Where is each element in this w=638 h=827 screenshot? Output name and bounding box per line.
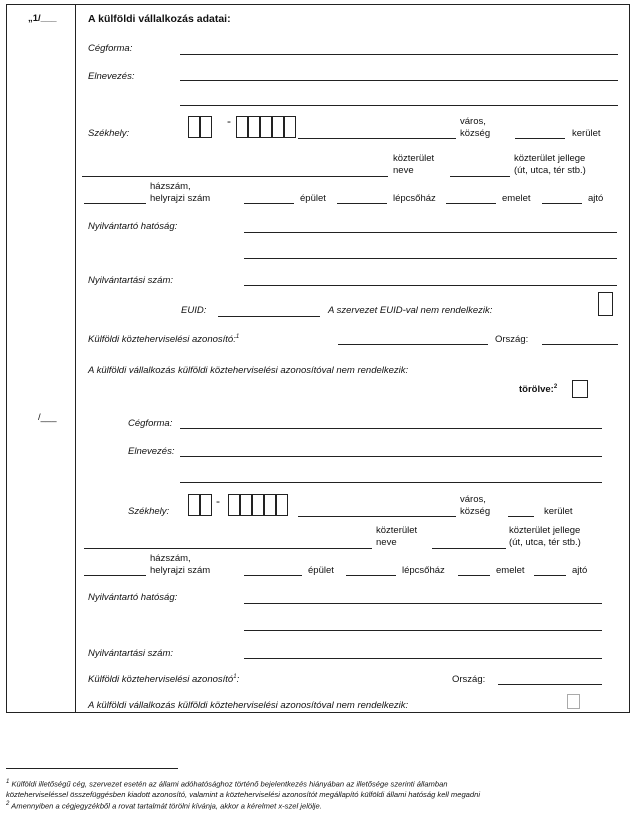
footnote-2 xyxy=(6,799,322,812)
elnevezes-field-2-line2[interactable] xyxy=(180,482,602,483)
postal-box-2[interactable] xyxy=(228,494,240,516)
kozterulet-neve-label-2: neve xyxy=(376,537,397,548)
kozterulet-jellege-field-2[interactable] xyxy=(432,548,506,549)
elnevezes-label-2: Elnevezés: xyxy=(128,446,175,457)
euid-label: EUID: xyxy=(181,305,207,316)
lepcsohaz-label-2: lépcsőház xyxy=(402,565,445,576)
euid-field[interactable] xyxy=(218,316,320,317)
kozseg-label-2: község xyxy=(460,506,491,517)
epulet-field[interactable] xyxy=(244,203,294,204)
torolve-label: törölve:$^2$ xyxy=(519,384,558,396)
no-azonosito-checkbox-2[interactable] xyxy=(567,694,580,709)
nyilvantarto-label: Nyilvántartó hatóság: xyxy=(88,221,178,232)
helyrajzi-label-2: helyrajzi szám xyxy=(150,565,211,576)
kozterulet-jellege-label-2: közterület jellege xyxy=(509,525,581,536)
no-azonosito-label-2: A külföldi vállalkozás külföldi közteherviselési azonosítóval nem rendelkezik: xyxy=(88,700,409,711)
kerulet-label-2: kerület xyxy=(544,506,573,517)
cegforma-field-2[interactable] xyxy=(180,428,602,429)
orszag-field[interactable] xyxy=(542,344,618,345)
epulet-label: épület xyxy=(300,193,326,204)
kerulet-label: kerület xyxy=(572,128,601,139)
footnote-ref-1b: 1 xyxy=(233,674,237,680)
postal-dash-2: - xyxy=(216,494,220,508)
emelet-field[interactable] xyxy=(446,203,496,204)
nyilvantartasi-szam-label-2: Nyilvántartási szám: xyxy=(88,648,173,659)
frame-column-divider xyxy=(75,4,76,713)
nyilvantarto-field-2-line2[interactable] xyxy=(244,630,602,631)
szekhely-label: Székhely: xyxy=(88,128,130,139)
kulfoldi-azonosito-label: Külföldi közteherviselési azonosító:$^1$ xyxy=(88,334,240,346)
kozterulet-label-2: közterület xyxy=(376,525,418,536)
postal-box-2[interactable] xyxy=(240,494,252,516)
footnote-ref-1: 1 xyxy=(235,334,240,340)
hazszam-field[interactable] xyxy=(84,203,146,204)
nyilvantarto-field-2[interactable] xyxy=(244,603,602,604)
footnote-ref-2: 2 xyxy=(553,384,558,390)
postal-box[interactable] xyxy=(260,116,272,138)
euid-none-label: A szervezet EUID-val nem rendelkezik: xyxy=(328,305,493,316)
emelet-field-2[interactable] xyxy=(458,575,490,576)
cegforma-label-2: Cégforma: xyxy=(128,418,173,429)
lepcsohaz-field[interactable] xyxy=(337,203,387,204)
lepcsohaz-field-2[interactable] xyxy=(346,575,396,576)
elnevezes-field-2[interactable] xyxy=(180,456,602,457)
row-number-2: /___ xyxy=(38,412,57,423)
frame-bottom-border xyxy=(6,712,629,713)
kozterulet-neve-field-2[interactable] xyxy=(84,548,372,549)
epulet-field-2[interactable] xyxy=(244,575,302,576)
szekhely-label-2: Székhely: xyxy=(128,506,170,517)
section-title: A külföldi vállalkozás adatai: xyxy=(88,13,231,25)
kozseg-label: község xyxy=(460,128,491,139)
postal-box[interactable] xyxy=(188,116,200,138)
kozterulet-label: közterület xyxy=(393,153,435,164)
hazszam-label: házszám, xyxy=(150,181,191,192)
varos-field-2[interactable] xyxy=(298,516,456,517)
cegforma-field[interactable] xyxy=(180,54,618,55)
ajto-label-2: ajtó xyxy=(572,565,588,576)
emelet-label-2: emelet xyxy=(496,565,525,576)
kerulet-field[interactable] xyxy=(515,138,565,139)
postal-box[interactable] xyxy=(248,116,260,138)
footnote-separator xyxy=(6,768,178,769)
varos-label: város, xyxy=(460,116,486,127)
orszag-label: Ország: xyxy=(495,334,529,345)
ajto-field[interactable] xyxy=(542,203,582,204)
hazszam-field-2[interactable] xyxy=(84,575,146,576)
ut-utca-label-2: (út, utca, tér stb.) xyxy=(509,537,581,548)
postal-box[interactable] xyxy=(200,116,212,138)
kozterulet-jellege-label: közterület jellege xyxy=(514,153,586,164)
postal-box-2[interactable] xyxy=(264,494,276,516)
ajto-label: ajtó xyxy=(588,193,604,204)
lepcsohaz-label: lépcsőház xyxy=(393,193,436,204)
helyrajzi-label: helyrajzi szám xyxy=(150,193,211,204)
frame-top-border xyxy=(6,4,629,5)
row-number-1: „1/___ xyxy=(28,13,57,24)
nyilvantartasi-szam-field-2[interactable] xyxy=(244,658,602,659)
postal-dash: - xyxy=(227,114,231,128)
footnote-1-text-a: Külföldi illetőségű cég, szervezet esetén az állami adóhatósághoz történő bejelentkezés hiányában az illetősége szerinti államban xyxy=(11,779,448,789)
nyilvantarto-field[interactable] xyxy=(244,232,617,233)
epulet-label-2: épület xyxy=(308,565,334,576)
varos-field[interactable] xyxy=(298,138,456,139)
frame-left-border xyxy=(6,4,7,713)
emelet-label: emelet xyxy=(502,193,531,204)
orszag-label-2: Ország: xyxy=(452,674,486,685)
kozterulet-neve-field[interactable] xyxy=(82,176,388,177)
hazszam-label-2: házszám, xyxy=(150,553,191,564)
footnote-2-marker: 2 xyxy=(6,801,10,807)
ajto-field-2[interactable] xyxy=(534,575,566,576)
varos-label-2: város, xyxy=(460,494,486,505)
frame-right-border xyxy=(629,4,630,713)
footnote-1-text-b: közteherviseléssel összefüggésben kiadott azonosító, valamint a közteherviselési azonosítót megállapító külföldi állami hatóság kell megadni xyxy=(6,789,481,799)
postal-box[interactable] xyxy=(236,116,248,138)
postal-box[interactable] xyxy=(284,116,296,138)
cegforma-label: Cégforma: xyxy=(88,43,133,54)
postal-box-2[interactable] xyxy=(200,494,212,516)
kulfoldi-azonosito-label-2: Külföldi közteherviselési azonosító$^1$: xyxy=(88,674,240,686)
postal-box[interactable] xyxy=(272,116,284,138)
footnote-2-text: Amennyiben a cégjegyzékből a rovat tartalmát törölni kívánja, akkor a kérelmet x-szel jelölje. xyxy=(11,801,322,811)
postal-box-2[interactable] xyxy=(188,494,200,516)
postal-box-2[interactable] xyxy=(252,494,264,516)
no-azonosito-label: A külföldi vállalkozás külföldi közteherviselési azonosítóval nem rendelkezik: xyxy=(88,365,409,376)
postal-box-2[interactable] xyxy=(276,494,288,516)
orszag-field-2[interactable] xyxy=(498,684,602,685)
torolve-checkbox[interactable] xyxy=(572,380,588,398)
nyilvantarto-label-2: Nyilvántartó hatóság: xyxy=(88,592,178,603)
nyilvantarto-field-line2[interactable] xyxy=(244,258,617,259)
kulfoldi-azonosito-field[interactable] xyxy=(338,344,488,345)
nyilvantartasi-szam-field[interactable] xyxy=(244,285,617,286)
footnote-1-marker: 1 xyxy=(6,779,10,785)
footnote-1 xyxy=(6,777,480,800)
euid-none-checkbox[interactable] xyxy=(598,292,613,316)
ut-utca-label: (út, utca, tér stb.) xyxy=(514,165,586,176)
elnevezes-field[interactable] xyxy=(180,80,618,81)
elnevezes-label: Elnevezés: xyxy=(88,71,135,82)
kozterulet-jellege-field[interactable] xyxy=(450,176,510,177)
elnevezes-field-line2[interactable] xyxy=(180,105,618,106)
kozterulet-neve-label: neve xyxy=(393,165,414,176)
kerulet-field-2[interactable] xyxy=(508,516,534,517)
nyilvantartasi-szam-label: Nyilvántartási szám: xyxy=(88,275,173,286)
